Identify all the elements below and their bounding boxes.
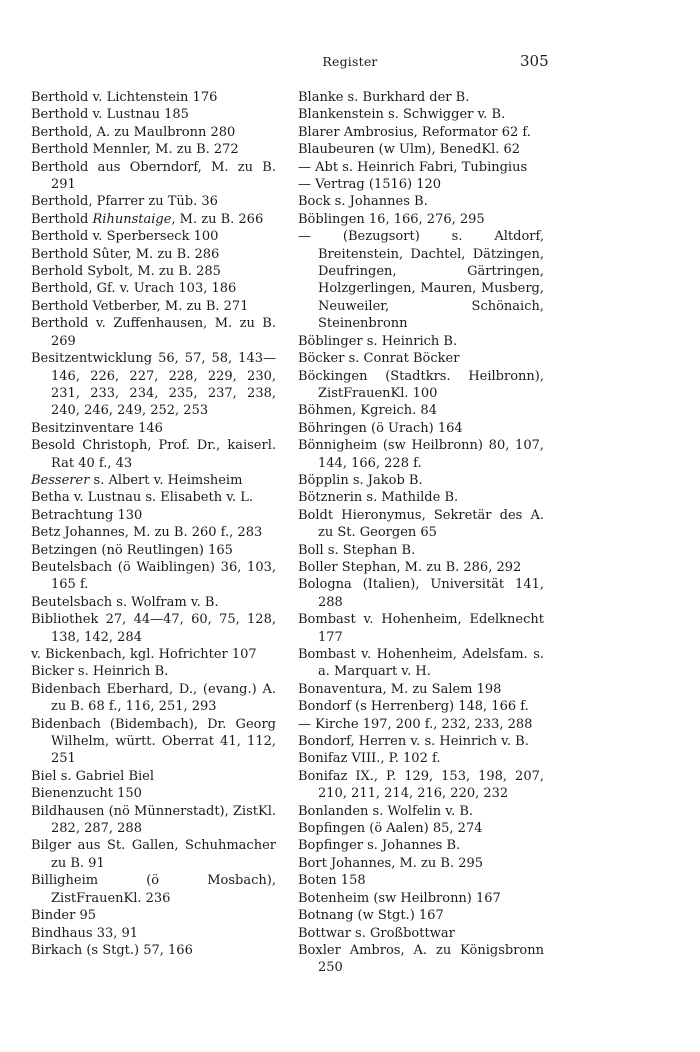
index-entry: Böpplin s. Jakob B. xyxy=(298,472,423,488)
index-entry: Blankenstein s. Schwigger v. B. xyxy=(298,107,506,123)
index-entry: Boll s. Stephan B. xyxy=(298,542,416,558)
index-entry: Botnang (w Stgt.) 167 xyxy=(298,908,444,924)
index-entry: Bologna (Italien), Universität 141, 288 xyxy=(298,577,544,610)
index-entry: Bopfinger s. Johannes B. xyxy=(298,838,461,854)
index-entry: Bonaventura, M. zu Salem 198 xyxy=(298,681,502,697)
index-column-right xyxy=(298,89,544,977)
index-entry: Bonifaz IX., P. 129, 153, 198, 207, 210, 211, 214, 216, 220, 232 xyxy=(298,768,544,802)
index-entry: Bondorf (s Herrenberg) 148, 166 f. xyxy=(298,699,529,715)
index-entry: Birkach (s Stgt.) 57, 166 xyxy=(31,942,193,958)
index-entry: Berthold aus Oberndorf, M. zu B. 291 xyxy=(31,159,276,193)
index-entry: Berthold Rihunstaige, M. zu B. 266 xyxy=(31,211,264,227)
index-entry: Böhmen, Kgreich. 84 xyxy=(298,403,437,419)
index-entry: — (Bezugsort) s. Altdorf, Breitenstein, Dachtel, Dätzingen, Deufringen, Gärtringen, Holzgerlingen, Mauren, Musberg, Neuweiler, Schönaich, Steinenbronn xyxy=(298,229,544,332)
index-entry: Betzingen (nö Reutlingen) 165 xyxy=(31,542,233,558)
index-entry: Berthold v. Lichtenstein 176 xyxy=(31,90,218,105)
index-entry: Berthold, A. zu Maulbronn 280 xyxy=(31,124,236,140)
index-entry: — Vertrag (1516) 120 xyxy=(298,177,442,193)
index-entry: Berthold Mennler, M. zu B. 272 xyxy=(31,142,239,158)
index-entry: Boller Stephan, M. zu B. 286, 292 xyxy=(298,559,522,575)
index-entry: Bindhaus 33, 91 xyxy=(31,925,139,941)
index-entry: Böblinger s. Heinrich B. xyxy=(298,333,458,349)
index-entry: Bötznerin s. Mathilde B. xyxy=(298,490,459,506)
index-entry: Bicker s. Heinrich B. xyxy=(31,664,169,680)
index-column-left xyxy=(31,89,276,959)
index-entry: Boxler Ambros, A. zu Königsbronn 250 xyxy=(298,942,544,976)
index-entry: Besold Christoph, Prof. Dr., kaiserl. Rat 40 f., 43 xyxy=(31,438,276,471)
index-entry: Botenheim (sw Heilbronn) 167 xyxy=(298,890,501,906)
index-entry: Berthold v. Sperberseck 100 xyxy=(31,229,219,245)
index-entry: Berthold Vetberber, M. zu B. 271 xyxy=(31,298,249,314)
index-entry: Beutelsbach (ö Waiblingen) 36, 103, 165 f. xyxy=(31,559,276,593)
index-entry: Böckingen (Stadtkrs. Heilbronn), ZistFrauenKl. 100 xyxy=(298,368,544,401)
index-entry: Bienenzucht 150 xyxy=(31,786,142,802)
index-entry: Binder 95 xyxy=(31,908,96,924)
index-entry: Bonifaz VIII., P. 102 f. xyxy=(298,751,441,767)
index-entry: Billigheim (ö Mosbach), ZistFrauenKl. 236 xyxy=(31,873,276,906)
index-entry: Betrachtung 130 xyxy=(31,507,143,523)
index-entry: — Kirche 197, 200 f., 232, 233, 288 xyxy=(298,716,533,732)
index-entry: Bibliothek 27, 44—47, 60, 75, 128, 138, 142, 284 xyxy=(31,612,276,645)
index-entry: Bidenbach Eberhard, D., (evang.) A. zu B. 68 f., 116, 251, 293 xyxy=(31,681,276,715)
index-entry: Bilger aus St. Gallen, Schuhmacher zu B. 91 xyxy=(31,838,276,871)
index-entry: Boten 158 xyxy=(298,873,366,889)
index-entry: Besitzinventare 146 xyxy=(31,420,163,436)
index-entry: Boldt Hieronymus, Sekretär des A. zu St. Georgen 65 xyxy=(298,507,544,541)
index-entry: Böblingen 16, 166, 276, 295 xyxy=(298,211,485,227)
index-entry: v. Bickenbach, kgl. Hofrichter 107 xyxy=(31,647,257,662)
index-entry: Bönnigheim (sw Heilbronn) 80, 107, 144, 166, 228 f. xyxy=(298,438,544,471)
index-entry: Bondorf, Herren v. s. Heinrich v. B. xyxy=(298,734,529,750)
index-entry: Bidenbach (Bidembach), Dr. Georg Wilhelm, württ. Oberrat 41, 112, 251 xyxy=(31,716,276,767)
index-entry: Berhold Sybolt, M. zu B. 285 xyxy=(31,264,221,280)
index-entry: Berthold Sûter, M. zu B. 286 xyxy=(31,246,220,262)
index-entry: Bonlanden s. Wolfelin v. B. xyxy=(298,803,474,819)
index-entry: Blanke s. Burkhard der B. xyxy=(298,90,470,105)
index-entry: Berthold v. Zuffenhausen, M. zu B. 269 xyxy=(31,316,276,349)
index-entry: Bock s. Johannes B. xyxy=(298,194,428,210)
index-entry: Biel s. Gabriel Biel xyxy=(31,768,155,784)
index-entry: Besserer s. Albert v. Heimsheim xyxy=(31,472,243,488)
index-entry: Bombast v. Hohenheim, Adelsfam. s. a. Marquart v. H. xyxy=(298,647,544,680)
index-entry: Blaubeuren (w Ulm), BenedKl. 62 xyxy=(298,142,521,158)
index-entry: Betha v. Lustnau s. Elisabeth v. L. xyxy=(31,490,254,506)
index-entry: Bopfingen (ö Aalen) 85, 274 xyxy=(298,821,483,837)
index-entry: Berthold v. Lustnau 185 xyxy=(31,107,189,123)
index-entry: Bildhausen (nö Münnerstadt), ZistKl. 282, 287, 288 xyxy=(31,803,276,837)
index-entry: Böcker s. Conrat Böcker xyxy=(298,351,460,367)
index-entry: Berthold, Pfarrer zu Tüb. 36 xyxy=(31,194,218,210)
index-entry: — Abt s. Heinrich Fabri, Tubingius xyxy=(298,159,528,175)
running-header: Register xyxy=(322,54,378,69)
index-entry: Besitzentwicklung 56, 57, 58, 143—146, 226, 227, 228, 229, 230, 231, 233, 234, 235, 237, 238, 240, 246, 249, 252, 253 xyxy=(31,351,276,419)
index-entry: Betz Johannes, M. zu B. 260 f., 283 xyxy=(31,525,263,541)
index-entry: Beutelsbach s. Wolfram v. B. xyxy=(31,594,219,610)
index-entry: Bombast v. Hohenheim, Edelknecht 177 xyxy=(298,612,544,645)
index-entry: Berthold, Gf. v. Urach 103, 186 xyxy=(31,281,237,297)
index-entry: Böhringen (ö Urach) 164 xyxy=(298,420,463,436)
page-number: 305 xyxy=(520,52,549,70)
index-entry: Blarer Ambrosius, Reformator 62 f. xyxy=(298,124,531,140)
index-entry: Bottwar s. Großbottwar xyxy=(298,925,455,941)
index-entry: Bort Johannes, M. zu B. 295 xyxy=(298,855,484,871)
